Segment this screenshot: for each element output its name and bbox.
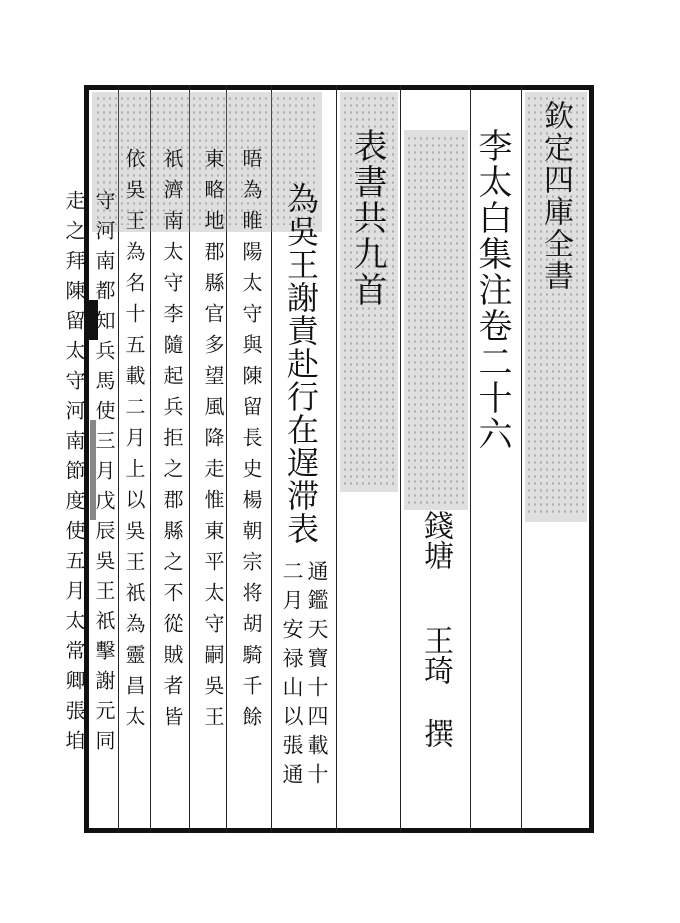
column-rule <box>400 85 401 833</box>
essay-title: 為吳王謝責赴行在遅滞表 <box>282 182 320 545</box>
series-title: 欽定四庫全書 <box>538 100 573 292</box>
column-rule <box>336 85 337 833</box>
ink-speckle <box>406 135 466 505</box>
note-column: 晤為睢陽太守與陳留長史楊朝宗将胡騎千餘 <box>239 148 263 737</box>
column-rule <box>470 85 471 833</box>
note-column: 走之拜陳留太守河南節度使五月太常卿張垍 <box>62 190 86 760</box>
editor-role: 撰 <box>418 718 453 748</box>
editor-name: 王琦 <box>418 625 453 685</box>
note-column: 東略地郡縣官多望風降走惟東平太守嗣吳王 <box>201 148 225 737</box>
note-column: 二月安禄山以張通 <box>280 560 304 792</box>
note-column: 通鑑天寶十四載十 <box>305 560 329 792</box>
note-column: 守河南都知兵馬使三月戊辰吳王祇擊謝元同 <box>92 190 116 760</box>
editor-place: 錢塘 <box>418 510 453 570</box>
column-rule <box>521 85 522 833</box>
note-column: 祇濟南太守李隨起兵拒之郡縣之不從賊者皆 <box>160 148 184 737</box>
section-title: 表書共九首 <box>347 128 387 308</box>
volume-title: 李太白集注卷二十六 <box>472 128 512 452</box>
note-column: 依吳王為名十五載二月上以吳王祇為靈昌太 <box>122 148 146 737</box>
